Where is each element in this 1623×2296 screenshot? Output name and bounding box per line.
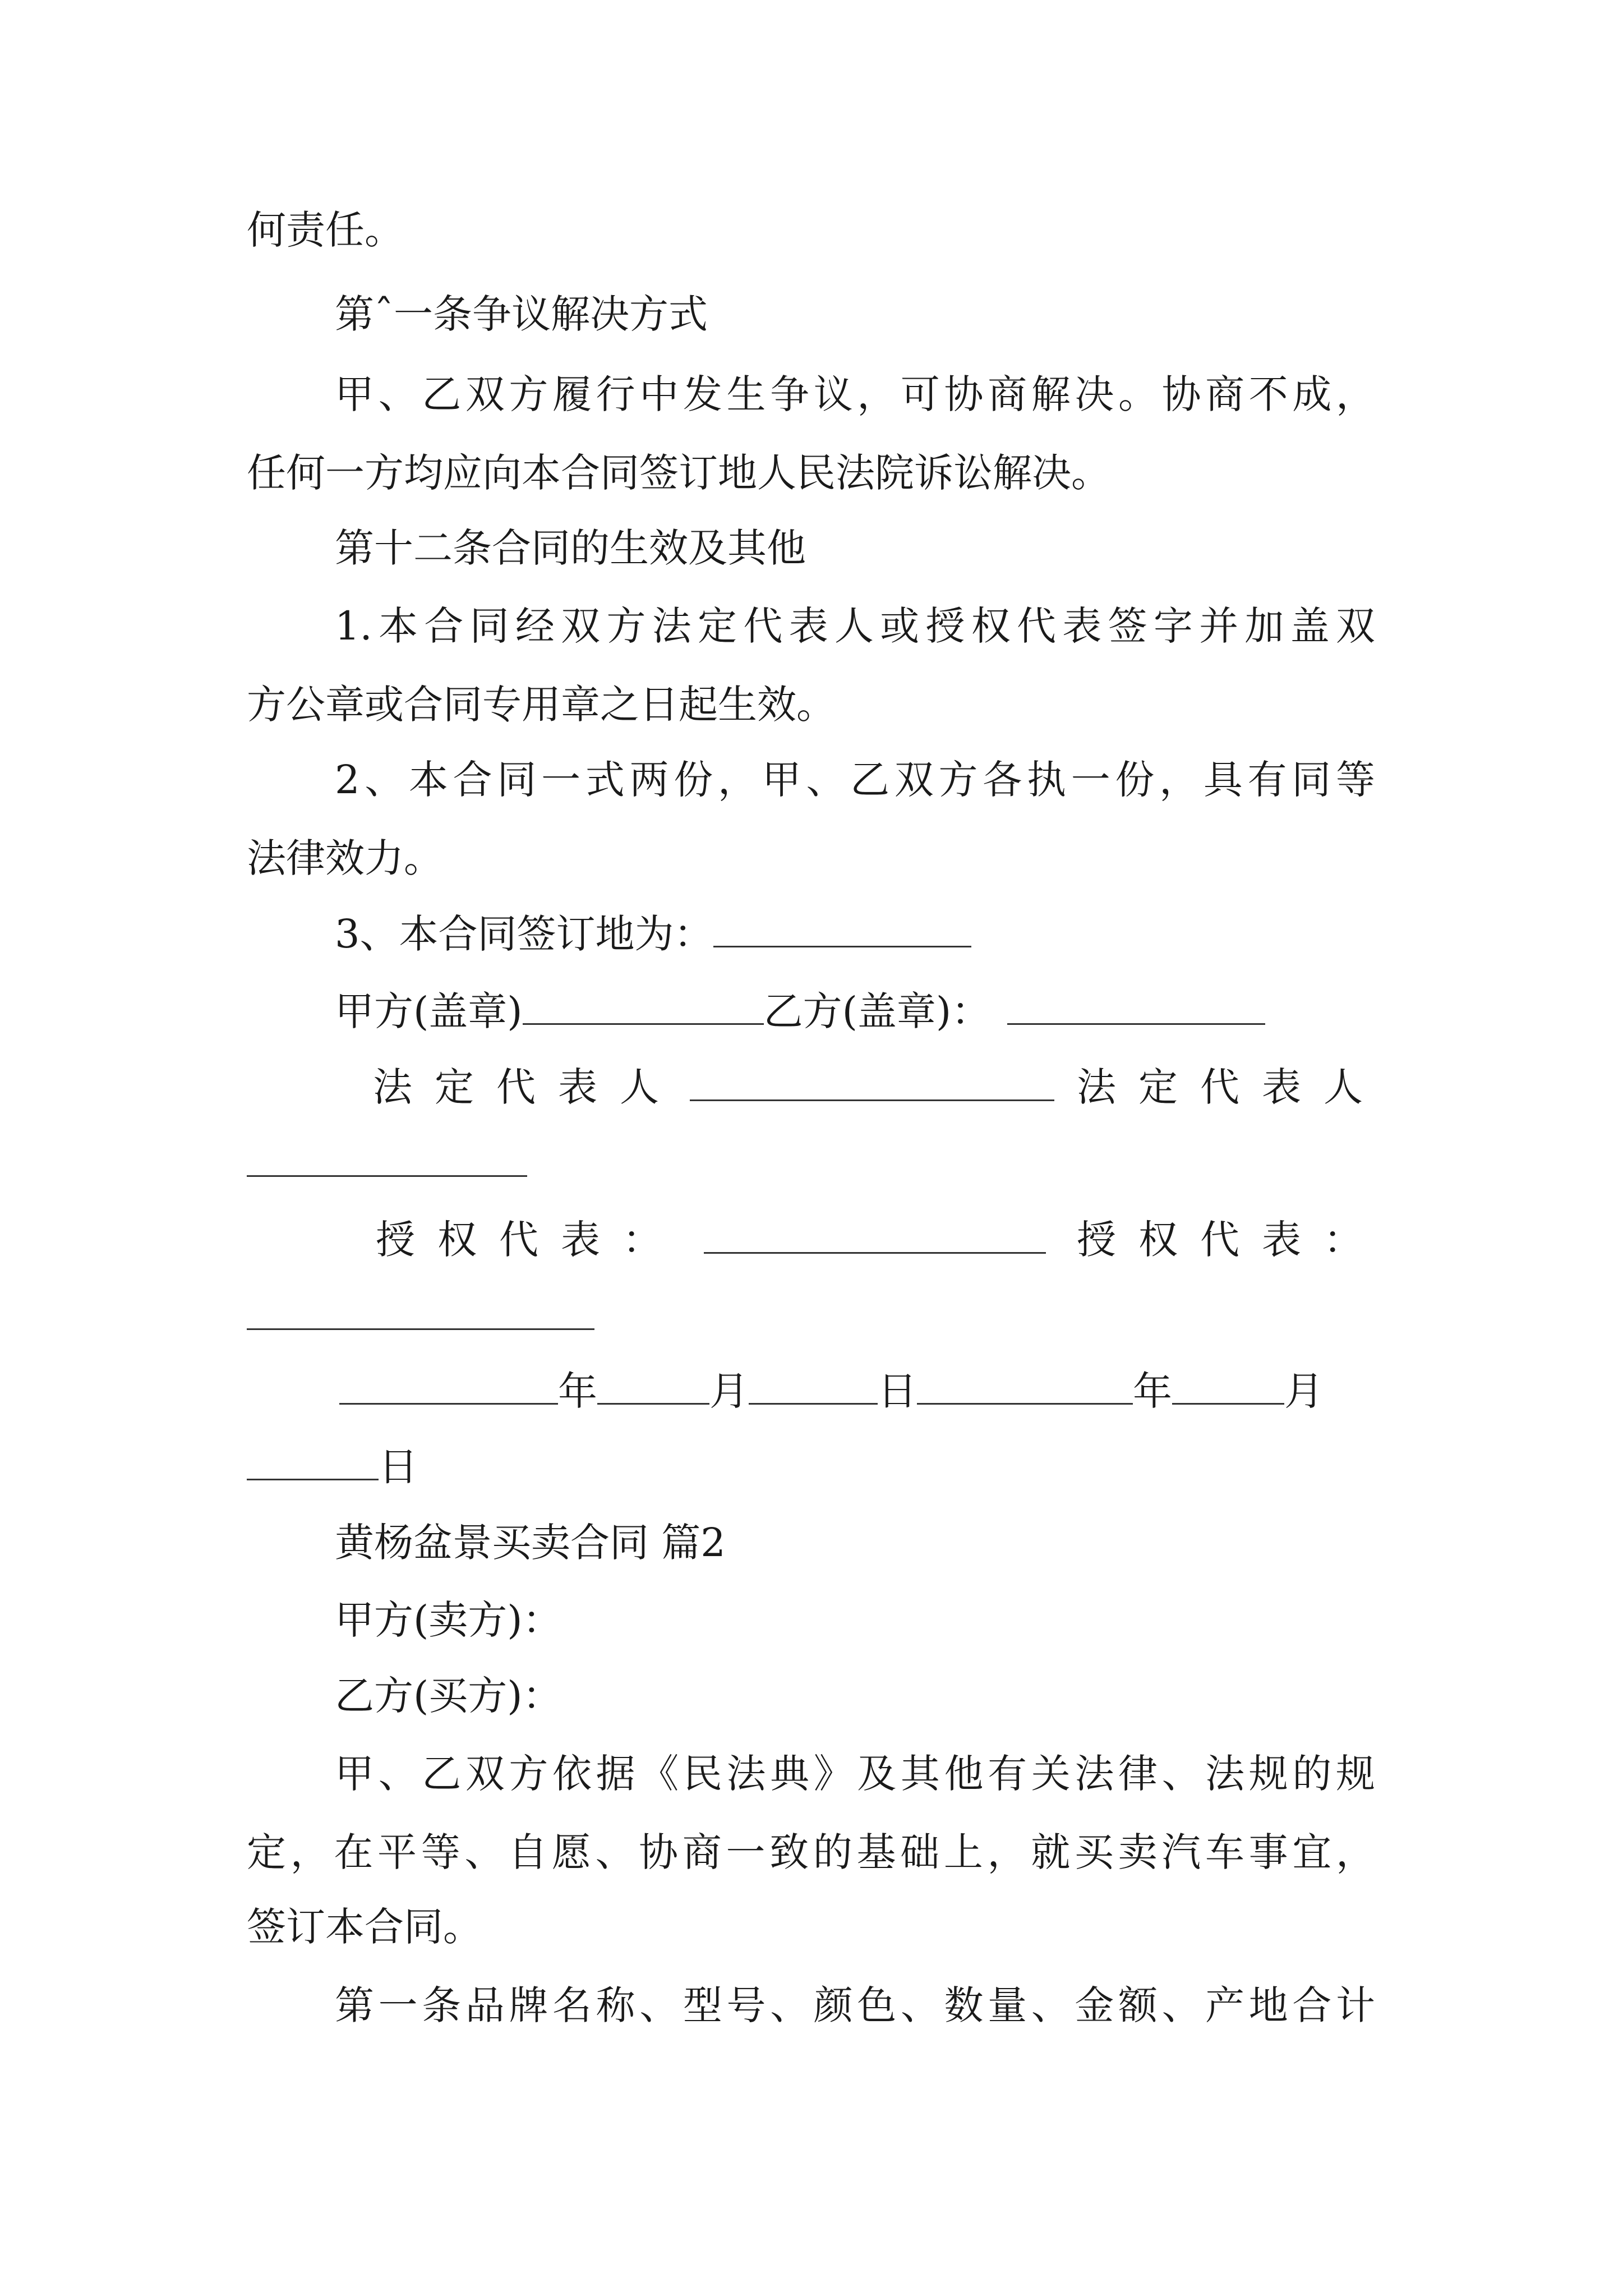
day-blank [247,1444,379,1480]
seal-line [335,986,1265,1037]
paragraph-line: 方公章或合同专用章之日起生效。 [247,682,836,728]
party-a-seal-blank [523,988,764,1025]
year-label: 年 [558,1368,597,1414]
party-b-line: 乙方(买方)： [335,1673,562,1719]
signing-place-line [335,909,971,959]
paragraph-line: 甲、乙双方履行中发生争议，可协商解决。协商不成， [335,371,1375,417]
paragraph-line: 2、本合同一式两份，甲、乙双方各执一份，具有同等 [335,757,1375,803]
authorized-rep-right-label: 授权代表： [1077,1217,1385,1263]
section-heading: 第ˆ一条争议解决方式 [335,291,708,337]
year-blank [917,1368,1133,1405]
month-blank [1172,1368,1284,1405]
party-a-line: 甲方(卖方)： [335,1597,562,1643]
year-blank [339,1368,558,1405]
legal-rep-right-blank [247,1175,527,1177]
paragraph-line: 签订本合同。 [247,1904,482,1950]
day-blank [749,1368,878,1405]
year-label: 年 [1133,1368,1172,1414]
authorized-rep-left-blank [704,1252,1046,1254]
month-blank [597,1368,709,1405]
legal-rep-left-blank [690,1099,1054,1101]
date-line-continued [247,1442,418,1492]
paragraph-line: 1.本合同经双方法定代表人或授权代表签字并加盖双 [335,603,1375,649]
paragraph-line: 何责任。 [247,207,404,253]
document-title: 黄杨盆景买卖合同 篇2 [335,1520,726,1566]
day-label: 日 [878,1368,917,1414]
paragraph-line: 法律效力。 [247,835,443,881]
authorized-rep-left-label: 授权代表： [376,1217,684,1263]
signing-place-label: 3、本合同签订地为： [335,911,713,957]
month-label: 月 [1284,1368,1324,1414]
legal-rep-left-label: 法定代表人 [373,1064,681,1110]
paragraph-line: 任何一方均应向本合同签订地人民法院诉讼解决。 [247,450,1110,496]
authorized-rep-right-blank [247,1328,594,1330]
party-b-seal-label: 乙方(盖章)： [763,988,991,1034]
signing-place-blank [713,911,971,947]
month-label: 月 [709,1368,749,1414]
legal-rep-right-label: 法定代表人 [1077,1064,1385,1110]
paragraph-line: 定，在平等、自愿、协商一致的基础上，就买卖汽车事宜， [247,1829,1375,1875]
party-a-seal-label: 甲方(盖章) [335,988,523,1034]
section-heading: 第十二条合同的生效及其他 [335,525,806,571]
paragraph-line: 甲、乙双方依据《民法典》及其他有关法律、法规的规 [335,1751,1375,1797]
date-line [339,1366,1324,1416]
section-heading: 第一条品牌名称、型号、颜色、数量、金额、产地合计 [335,1982,1375,2028]
party-b-seal-blank [1007,988,1265,1025]
day-label: 日 [379,1444,418,1490]
